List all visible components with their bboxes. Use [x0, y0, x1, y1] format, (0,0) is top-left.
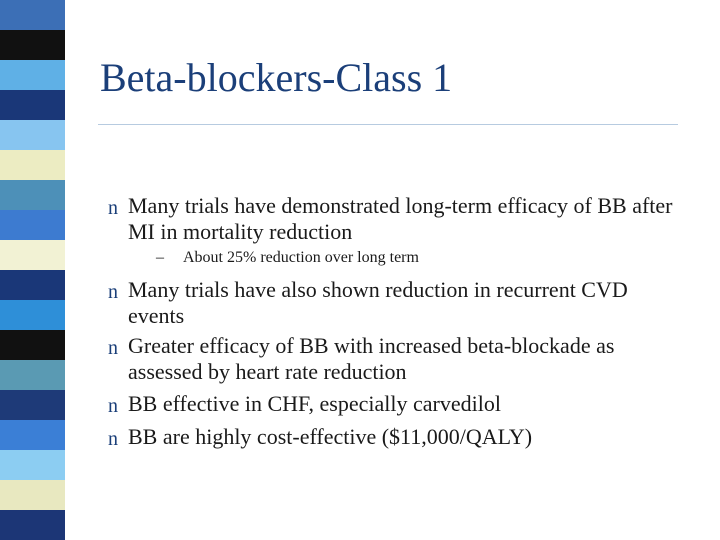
stripe-block: [0, 90, 65, 120]
stripe-block: [0, 0, 65, 30]
stripe-block: [0, 300, 65, 330]
stripe-block: [0, 210, 65, 240]
stripe-block: [0, 120, 65, 150]
stripe-block: [0, 330, 65, 360]
bullet-marker: n: [108, 337, 118, 359]
stripe-block: [0, 180, 65, 210]
bullet-marker: n: [108, 395, 118, 417]
stripe-block: [0, 360, 65, 390]
sub-bullet-dash: –: [156, 249, 164, 266]
slide-title: Beta-blockers-Class 1: [100, 55, 453, 100]
bullet-text: BB effective in CHF, especially carvedilol: [128, 391, 501, 416]
bullet-marker: n: [108, 428, 118, 450]
stripe-block: [0, 240, 65, 270]
stripe-block: [0, 60, 65, 90]
bullet-text: Many trials have demonstrated long-term efficacy of BB after MI in mortality reduction: [128, 193, 673, 244]
stripe-block: [0, 390, 65, 420]
stripe-block: [0, 420, 65, 450]
decorative-stripe: [0, 0, 65, 540]
bullet-marker: n: [108, 197, 118, 219]
bullet-marker: n: [108, 281, 118, 303]
stripe-block: [0, 270, 65, 300]
bullet-text: Greater efficacy of BB with increased beta-blockade as assessed by heart rate reduction: [128, 333, 615, 384]
stripe-block: [0, 510, 65, 540]
bullet-text: BB are highly cost-effective ($11,000/QALY): [128, 424, 533, 449]
bullet-text: Many trials have also shown reduction in recurrent CVD events: [128, 277, 628, 328]
title-divider: [98, 124, 678, 125]
stripe-block: [0, 30, 65, 60]
stripe-block: [0, 450, 65, 480]
stripe-block: [0, 150, 65, 180]
stripe-block: [0, 480, 65, 510]
sub-bullet-text: About 25% reduction over long term: [183, 249, 419, 266]
